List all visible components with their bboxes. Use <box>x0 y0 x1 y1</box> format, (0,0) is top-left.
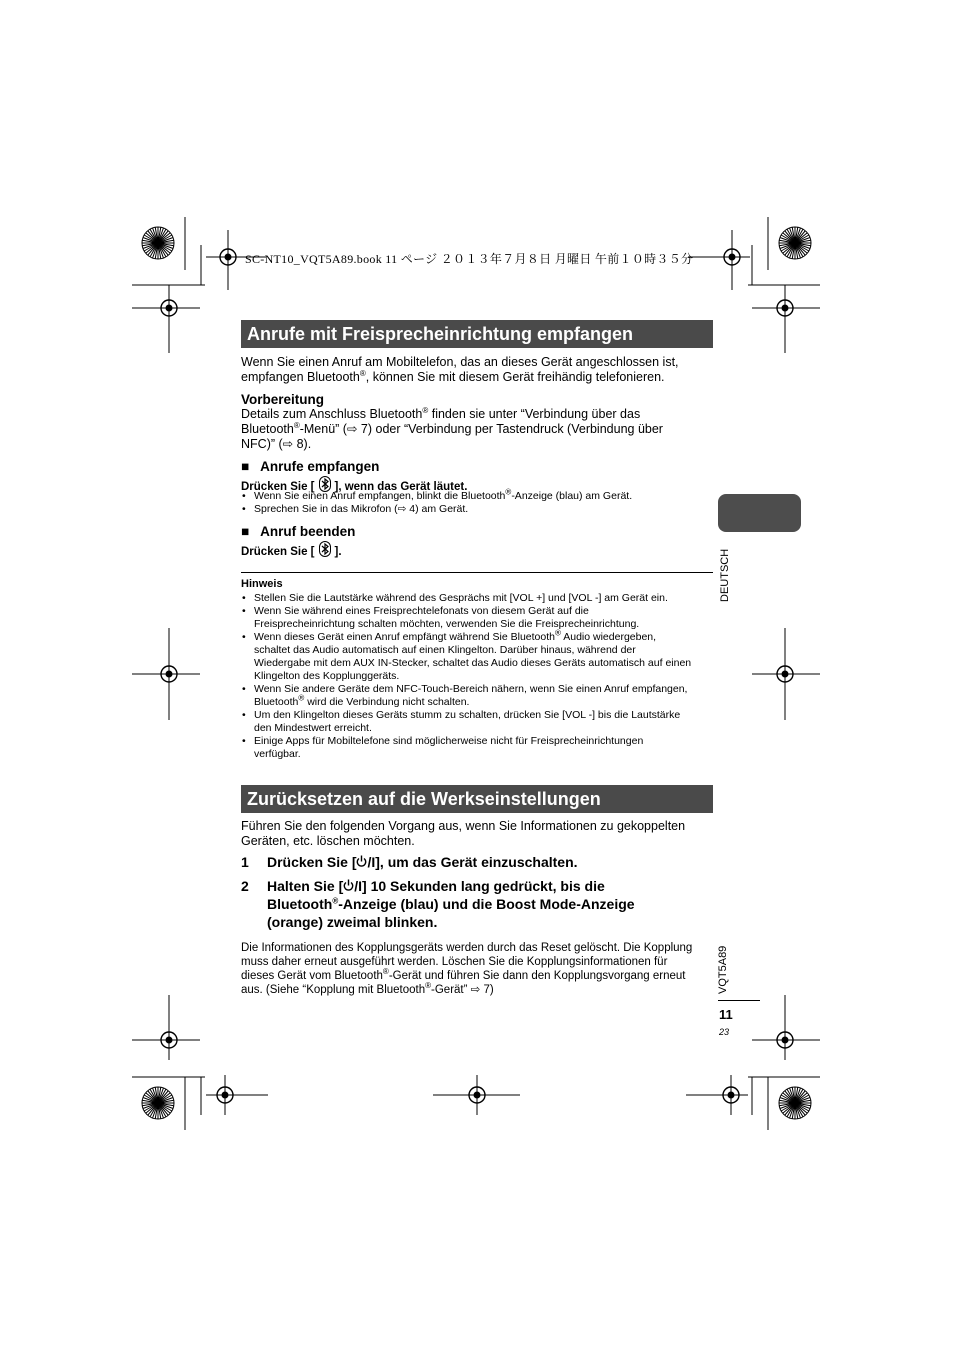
prep-text: Details zum Anschluss Bluetooth® finden sie unter “Verbindung über das Bluetooth®-Menü” (⇨ 7) oder “Verbindung per Tastendruck (Verbindung über NFC)” (⇨ 8). <box>241 405 663 451</box>
end-call-instruction: Drücken Sie [ ]. <box>241 541 342 561</box>
list-item: • Wenn Sie während eines Freisprechtelefonats von diesem Gerät auf die Freisprecheinrichtung schalten möchten, verwenden Sie die Freisprecheinrichtung. <box>241 605 713 631</box>
power-icon <box>356 854 367 870</box>
registration-starburst <box>779 227 811 259</box>
end-call-heading: ■ Anruf beenden <box>241 524 356 539</box>
intro-paragraph: Wenn Sie einen Anruf am Mobiltelefon, das an dieses Gerät angeschlossen ist, empfangen Bluetooth®, können Sie mit diesem Gerät freihändig telefonieren. <box>241 355 679 384</box>
list-item: • Wenn Sie andere Geräte dem NFC-Touch-Bereich nähern, wenn Sie einen Anruf empfangen, Bluetooth® wird die Verbindung nicht schalten. <box>241 683 713 709</box>
page-number: 11 <box>719 1007 733 1022</box>
reset-intro: Führen Sie den folgenden Vorgang aus, wenn Sie Informationen zu gekoppelten Geräten, etc. löschen möchten. <box>241 819 686 848</box>
prep-heading: Vorbereitung <box>241 392 325 407</box>
note-list <box>241 592 713 761</box>
print-header: SC-NT10_VQT5A89.book 11 ページ ２０１３年７月８日 月曜日 午前１０時３５分 <box>245 252 694 266</box>
receive-instruction: Drücken Sie [ ], wenn das Gerät läutet. <box>241 476 467 496</box>
page-divider <box>718 1000 760 1001</box>
list-item: • Um den Klingelton dieses Geräts stumm zu schalten, drücken Sie [VOL -] bis die Lautstärke den Mindestwert erreicht. <box>241 709 713 735</box>
registration-starburst <box>142 1087 174 1119</box>
square-bullet-icon: ■ <box>241 459 250 474</box>
list-item: • Sprechen Sie in das Mikrofon (⇨ 4) am Gerät. <box>241 503 711 516</box>
bluetooth-button-icon <box>319 541 331 561</box>
step-2: 2 Halten Sie [ /I] 10 Sekunden lang gedrückt, bis die Bluetooth®-Anzeige (blau) und die Boost Mode-Anzeige (orange) zweimal blinken. <box>241 878 635 930</box>
list-item: • Einige Apps für Mobiltelefone sind möglicherweise nicht für Freisprecheinrichtungen verfügbar. <box>241 735 713 761</box>
language-label: DEUTSCH <box>719 548 731 602</box>
list-item: • Stellen Sie die Lautstärke während des Gesprächs mit [VOL +] und [VOL -] am Gerät ein. <box>241 592 713 605</box>
language-tab <box>718 494 801 532</box>
list-item: • Wenn Sie einen Anruf empfangen, blinkt die Bluetooth®-Anzeige (blau) am Gerät. <box>241 490 711 503</box>
section-title-factory-reset: Zurücksetzen auf die Werkseinstellungen <box>241 785 713 813</box>
reset-info: Die Informationen des Kopplungsgeräts werden durch das Reset gelöscht. Die Kopplung muss daher erneut ausgeführt werden. Löschen Sie die Kopplungsinformationen für dieses Gerät vom Bluetooth®-Gerät und führen Sie dann den Kopplungsvorgang erneut aus. (Siehe “Kopplung mit Bluetooth®-Gerät” ⇨ 7) <box>241 942 693 996</box>
section-title-handsfree: Anrufe mit Freisprecheinrichtung empfangen <box>241 320 713 348</box>
registration-starburst <box>142 227 174 259</box>
sub-page-number: 23 <box>719 1027 730 1037</box>
note-heading: Hinweis <box>241 578 283 590</box>
list-item: • Wenn dieses Gerät einen Anruf empfängt während Sie Bluetooth® Audio wiedergeben, schaltet das Audio automatisch auf einen Klingelton. Darüber hinaus, während der Wiedergabe mit dem AUX IN-Stecker, schaltet das Audio dieses Geräts automatisch auf einen Klingelton des Kopplunggeräts. <box>241 631 713 683</box>
square-bullet-icon: ■ <box>241 524 250 539</box>
step-1: 1 Drücken Sie [ /I], um das Gerät einzuschalten. <box>241 854 578 870</box>
doc-code: VQT5A89 <box>717 945 729 994</box>
power-icon <box>343 878 354 894</box>
divider <box>241 572 713 573</box>
receive-heading: ■ Anrufe empfangen <box>241 459 380 474</box>
registration-starburst <box>779 1087 811 1119</box>
